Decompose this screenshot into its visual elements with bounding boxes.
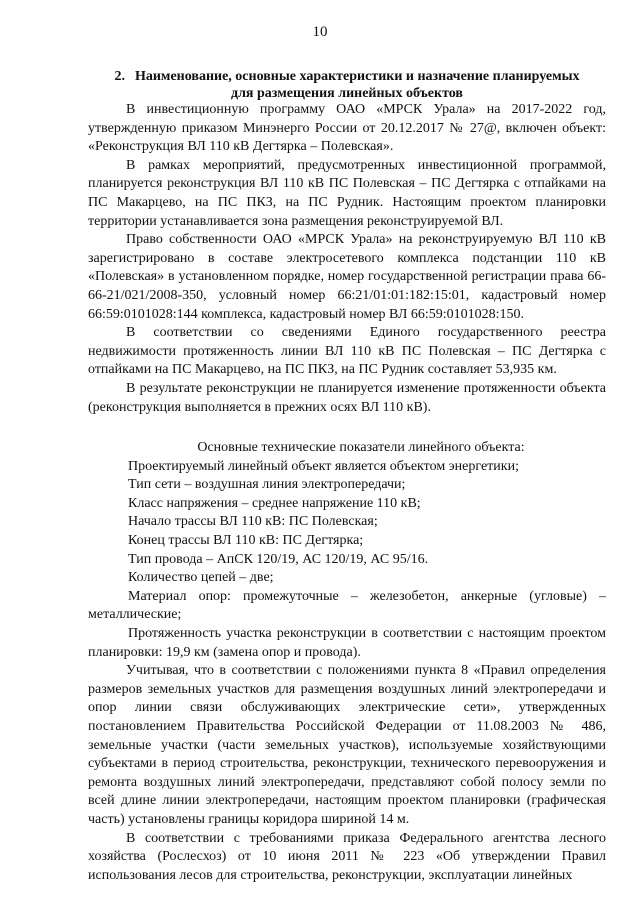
paragraph: Право собственности ОАО «МРСК Урала» на реконструируемую ВЛ 110 кВ зарегистрировано в составе электросетевого комплекса подстанции 110 кВ «Полевская» в установленном порядке, номер государственной регистрации права 66-66-21/021/2008-350, условный номер 66:21/01:01:182:15:01, кадастровый номер 66:59:0101028:144 комплекса, кадастровый номер ВЛ 66:59:0101028:150. [88, 232, 606, 322]
body-text [88, 101, 606, 885]
section-number: 2. [114, 69, 125, 84]
spec-item: Тип сети – воздушная линия электропередачи; [128, 477, 406, 493]
page-number: 10 [312, 24, 328, 40]
specs-title: Основные технические показатели линейного объекта: [197, 440, 525, 456]
paragraph: В соответствии со сведениями Единого государственного реестра недвижимости протяженность линии ВЛ 110 кВ ПС Полевская – ПС Дегтярка с отпайками на ПС Макарцево, на ПС ПКЗ, на ПС Рудник составляет 53,935 км. [88, 325, 606, 378]
specs-block [88, 439, 606, 662]
section-heading [88, 68, 606, 102]
section-title-line1: Наименование, основные характеристики и назначение планируемых [134, 69, 580, 84]
paragraph: Учитывая, что в соответствии с положениями пункта 8 «Правил определения размеров земельных участков для размещения воздушных линий электропередачи и опор линии связи обслуживающих электрические сети», утвержденных постановлением Правительства Российской Федерации от 11.08.2003 № 486, земельные участки (части земельных участков), используемые хозяйствующими субъектами в период строительства, реконструкции, технического перевооружения и ремонта воздушных линий электропередачи, представляют собой полосу земли по всей длине линии электропередачи, настоящим проектом планировки (графическая часть) установлены границы коридора шириной 14 м. [88, 663, 606, 827]
spec-item: Количество цепей – две; [128, 570, 274, 586]
spec-item: Начало трассы ВЛ 110 кВ: ПС Полевская; [128, 514, 378, 530]
section-heading-line1 [88, 68, 606, 85]
spec-item: Тип провода – АпСК 120/19, АС 120/19, АС 95/16. [128, 551, 429, 567]
paragraph: В рамках мероприятий, предусмотренных инвестиционной программой, планируется реконструкция ВЛ 110 кВ ПС Полевская – ПС Дегтярка с отпайками на ПС Макарцево, на ПС ПКЗ, на ПС Рудник. Настоящим проектом планировки территории устанавливается зона размещения реконструируемой ВЛ. [88, 157, 606, 229]
spec-item: Материал опор: промежуточные – железобетон, анкерные (угловые) – металлические; [88, 588, 606, 623]
spec-item: Протяженность участка реконструкции в соответствии с настоящим проектом планировки: 19,9 км (замена опор и провода). [88, 626, 606, 660]
paragraph: В соответствии с требованиями приказа Федерального агентства лесного хозяйства (Рослесхоз) от 10 июня 2011 № 223 «Об утверждении Правил использования лесов для строительства, реконструкции, эксплуатации линейных [88, 830, 606, 883]
paragraph: В инвестиционную программу ОАО «МРСК Урала» на 2017-2022 год, утвержденную приказом Минэнерго России от 20.12.2017 № 27@, включен объект: «Реконструкция ВЛ 110 кВ Дегтярка – Полевская». [88, 102, 606, 155]
spec-item: Класс напряжения – среднее напряжение 110 кВ; [128, 495, 421, 511]
section-title-line2: для размещения линейных объектов [231, 86, 463, 101]
spec-item: Проектируемый линейный объект является объектом энергетики; [128, 458, 519, 474]
spec-item: Конец трассы ВЛ 110 кВ: ПС Дегтярка; [128, 533, 364, 549]
paragraph: В результате реконструкции не планируется изменение протяженности объекта (реконструкция выполняется в прежних осях ВЛ 110 кВ). [88, 380, 606, 415]
